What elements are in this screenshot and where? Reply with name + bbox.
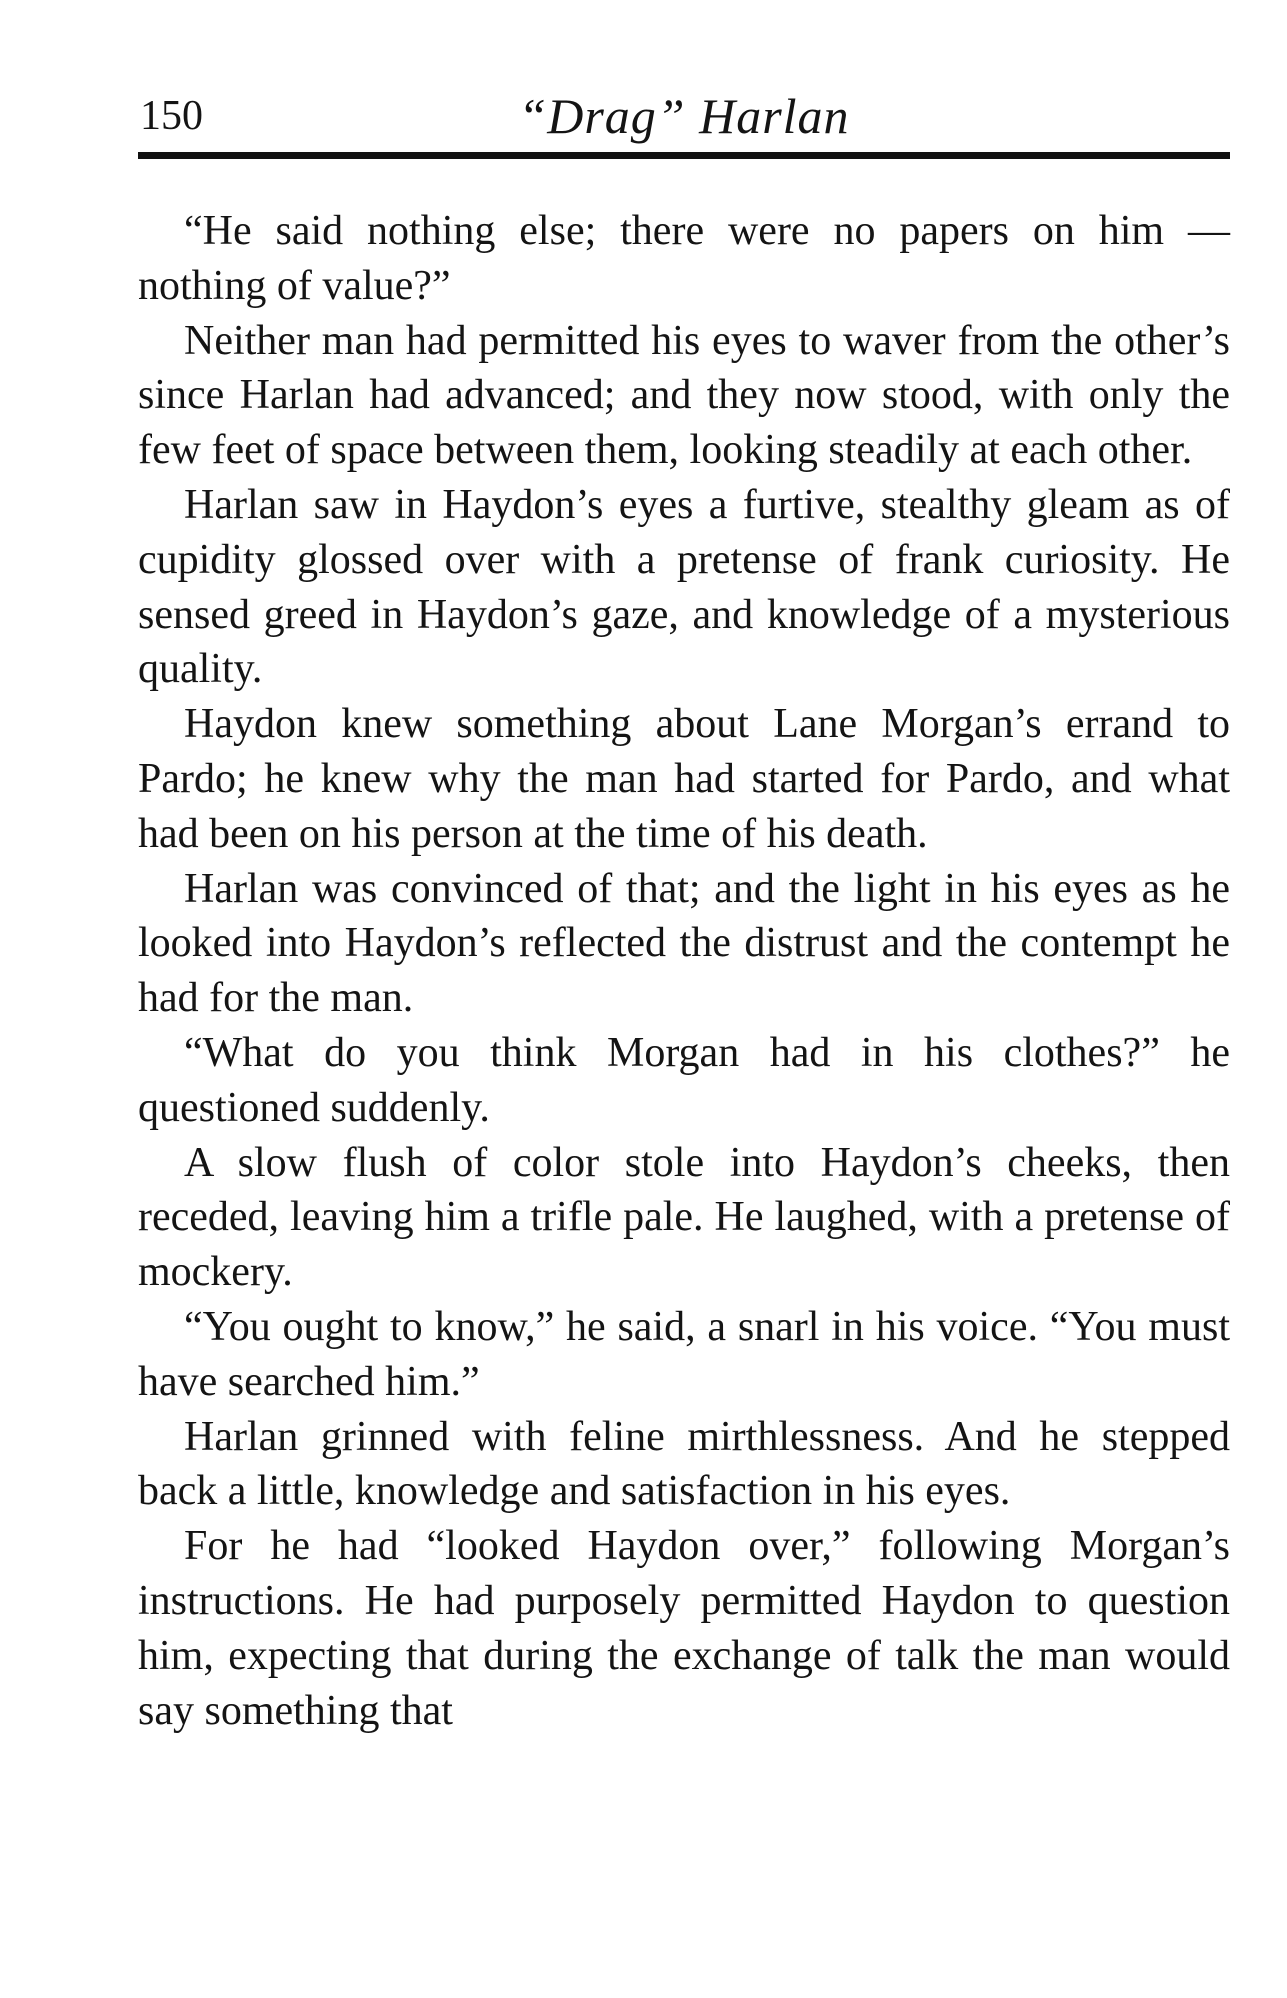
page-header [140, 88, 1228, 144]
paragraph: “He said nothing else; there were no papers on him — nothing of value?” [138, 208, 1230, 309]
paragraph: Neither man had permitted his eyes to waver from the other’s since Harlan had advanced; and they now stood, with only the few feet of space between them, looking steadily at each other. [138, 317, 1230, 474]
header-rule [138, 152, 1230, 159]
body-text [138, 204, 1230, 1738]
paragraph: Harlan saw in Haydon’s eyes a furtive, stealthy gleam as of cupidity glossed over with a pretense of frank curiosity. He sensed greed in Haydon’s gaze, and knowledge of a mysterious quality. [138, 481, 1230, 693]
paragraph: For he had “looked Haydon over,” following Morgan’s instructions. He had purposely permitted Haydon to question him, expecting that during the exchange of talk the man would say something that [138, 1523, 1230, 1734]
paragraph: Harlan grinned with feline mirthlessness. And he stepped back a little, knowledge and satisfaction in his eyes. [138, 1413, 1230, 1515]
paragraph: A slow flush of color stole into Haydon’s cheeks, then receded, leaving him a trifle pale. He laughed, with a pretense of mockery. [138, 1139, 1230, 1296]
page-number: 150 [140, 93, 203, 139]
paragraph: Haydon knew something about Lane Morgan’s errand to Pardo; he knew why the man had started for Pardo, and what had been on his person at the time of his death. [138, 701, 1230, 857]
paragraph: “You ought to know,” he said, a snarl in his voice. “You must have searched him.” [138, 1303, 1230, 1405]
running-title: “Drag” Harlan [518, 88, 850, 144]
paragraph: Harlan was convinced of that; and the light in his eyes as he looked into Haydon’s reflected the distrust and the contempt he had for the man. [138, 865, 1230, 1022]
paragraph: “What do you think Morgan had in his clothes?” he questioned suddenly. [138, 1029, 1230, 1131]
